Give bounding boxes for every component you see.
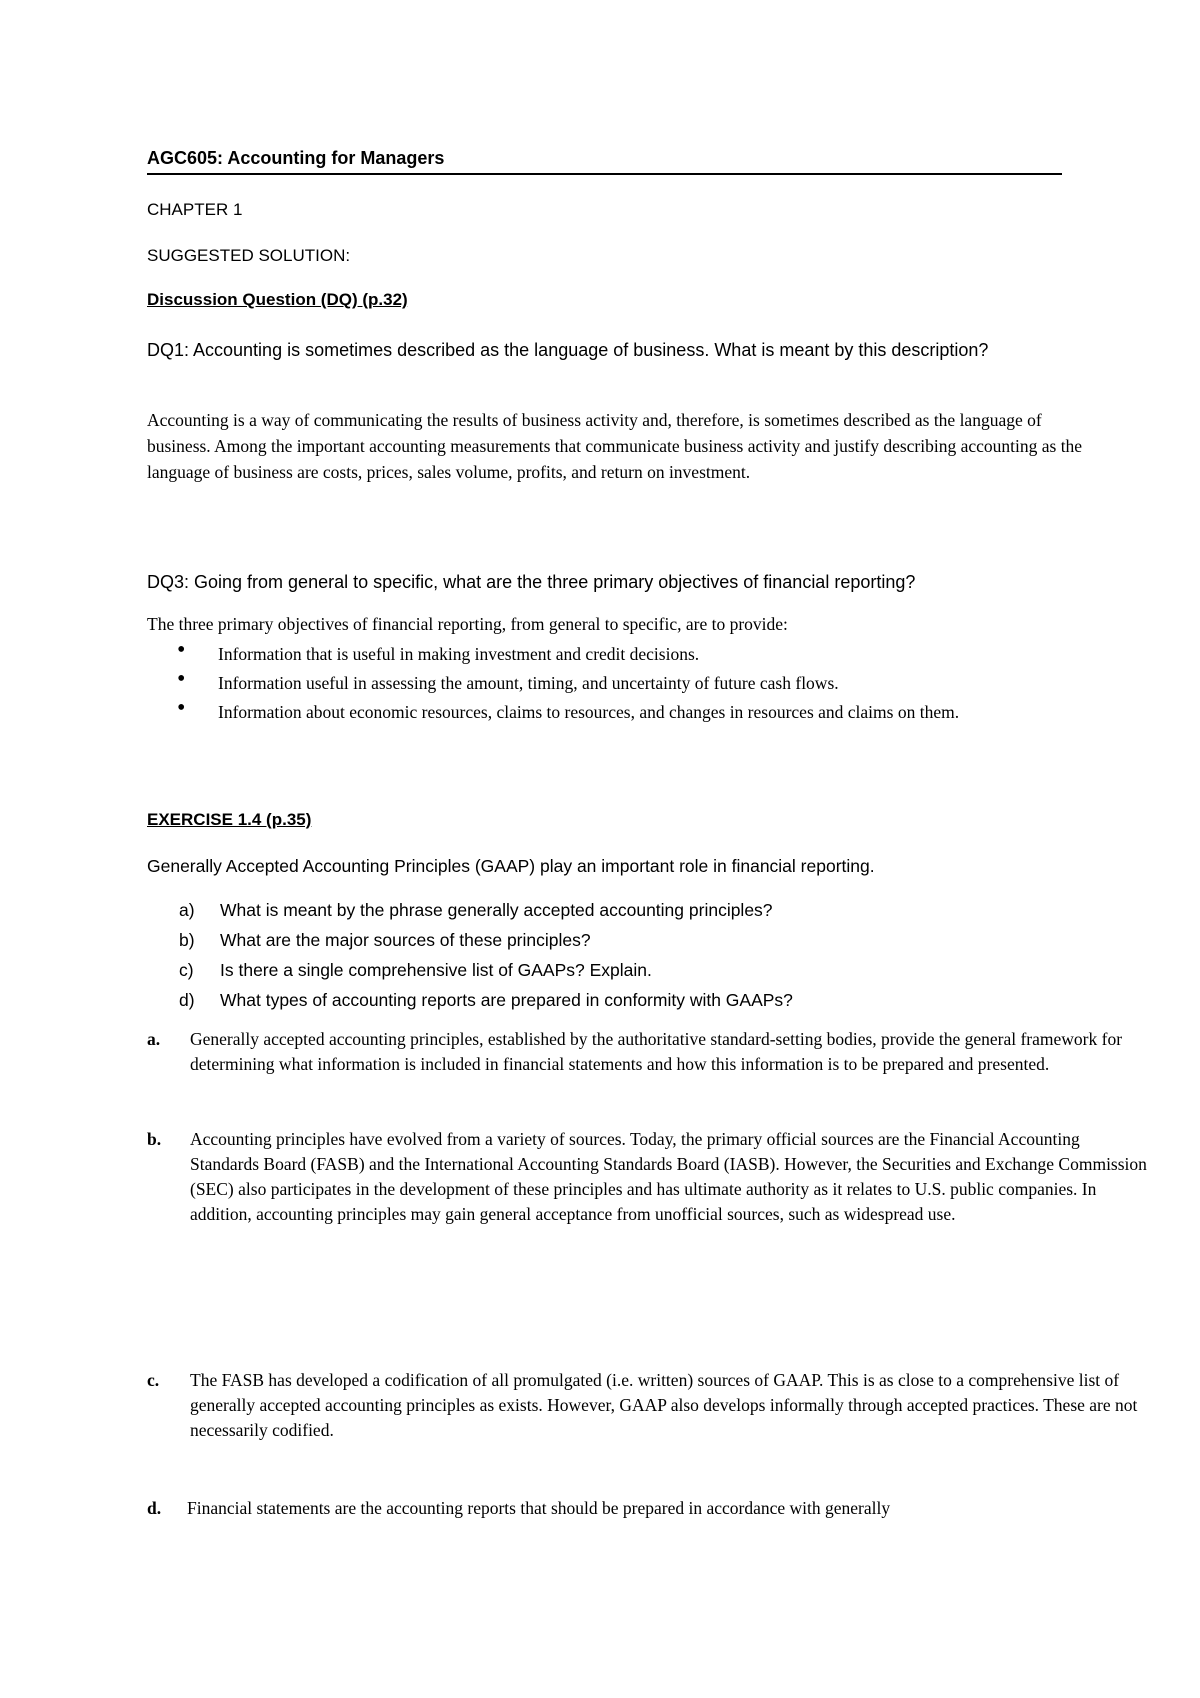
- question-label: d): [179, 990, 195, 1010]
- dq3-question: DQ3: Going from general to specific, what are the three primary objectives of financial reporting?: [147, 572, 916, 592]
- answer-text: Generally accepted accounting principles, established by the authoritative standard-setting bodies, provide the general framework for determining what information is included in financial statements and how this information is to be prepared and presented.: [190, 1029, 1123, 1074]
- question-label: c): [179, 960, 194, 980]
- dq3-objectives-list: [147, 640, 959, 727]
- chapter-label: CHAPTER 1: [147, 200, 243, 219]
- discussion-question-heading: Discussion Question (DQ) (p.32): [147, 290, 408, 309]
- course-title: AGC605: Accounting for Managers: [147, 148, 445, 168]
- suggested-solution-label: SUGGESTED SOLUTION:: [147, 246, 351, 265]
- list-item: [147, 895, 793, 925]
- answer-d: [147, 1496, 1147, 1521]
- list-item: [147, 925, 793, 955]
- answer-a: [147, 1027, 1147, 1077]
- list-item: [147, 955, 793, 985]
- answer-b: [147, 1127, 1147, 1227]
- answer-text: The FASB has developed a codification of all promulgated (i.e. written) sources of GAAP. This is as close to a comprehensive list of generally accepted accounting principles as exists. However, GAAP also develops informally through accepted practices. These are not necessarily codified.: [190, 1370, 1138, 1440]
- answer-c: [147, 1368, 1147, 1443]
- answer-text: Financial statements are the accounting reports that should be prepared in accordance with generally: [187, 1498, 891, 1518]
- answer-text: Accounting principles have evolved from a variety of sources. Today, the primary official sources are the Financial Accounting Standards Board (FASB) and the International Accounting Standards Board (IASB). However, the Securities and Exchange Commission (SEC) also participates in the development of these principles and has ultimate authority as it relates to U.S. public companies. In addition, accounting principles may gain general acceptance from unofficial sources, such as widespread use.: [190, 1129, 1147, 1224]
- question-text: What are the major sources of these principles?: [220, 930, 591, 950]
- exercise-questions-list: [147, 895, 793, 1015]
- exercise-heading: EXERCISE 1.4 (p.35): [147, 810, 312, 829]
- answer-label: c.: [147, 1370, 160, 1390]
- dq1-answer: Accounting is a way of communicating the results of business activity and, therefore, is sometimes described as the language of business. Among the important accounting measurements that communicate business activity and justify describing accounting as the language of business are costs, prices, sales volume, profits, and return on investment.: [147, 410, 1083, 482]
- answer-label: b.: [147, 1129, 162, 1149]
- question-text: What is meant by the phrase generally accepted accounting principles?: [220, 900, 773, 920]
- list-item: • Information about economic resources, claims to resources, and changes in resources and claims on them.: [147, 698, 959, 727]
- question-text: What types of accounting reports are prepared in conformity with GAAPs?: [220, 990, 793, 1010]
- question-text: Is there a single comprehensive list of GAAPs? Explain.: [220, 960, 652, 980]
- dq3-intro: The three primary objectives of financial reporting, from general to specific, are to provide:: [147, 614, 788, 634]
- title-divider: [147, 173, 1062, 175]
- list-item: • Information that is useful in making investment and credit decisions.: [147, 640, 959, 669]
- exercise-intro: Generally Accepted Accounting Principles (GAAP) play an important role in financial reporting.: [147, 856, 875, 876]
- list-item: • Information useful in assessing the amount, timing, and uncertainty of future cash flows.: [147, 669, 959, 698]
- answer-label: a.: [147, 1029, 161, 1049]
- dq1-question: DQ1: Accounting is sometimes described as the language of business. What is meant by this description?: [147, 340, 989, 360]
- answer-label: d.: [147, 1498, 162, 1518]
- list-item: [147, 985, 793, 1015]
- question-label: a): [179, 900, 195, 920]
- question-label: b): [179, 930, 195, 950]
